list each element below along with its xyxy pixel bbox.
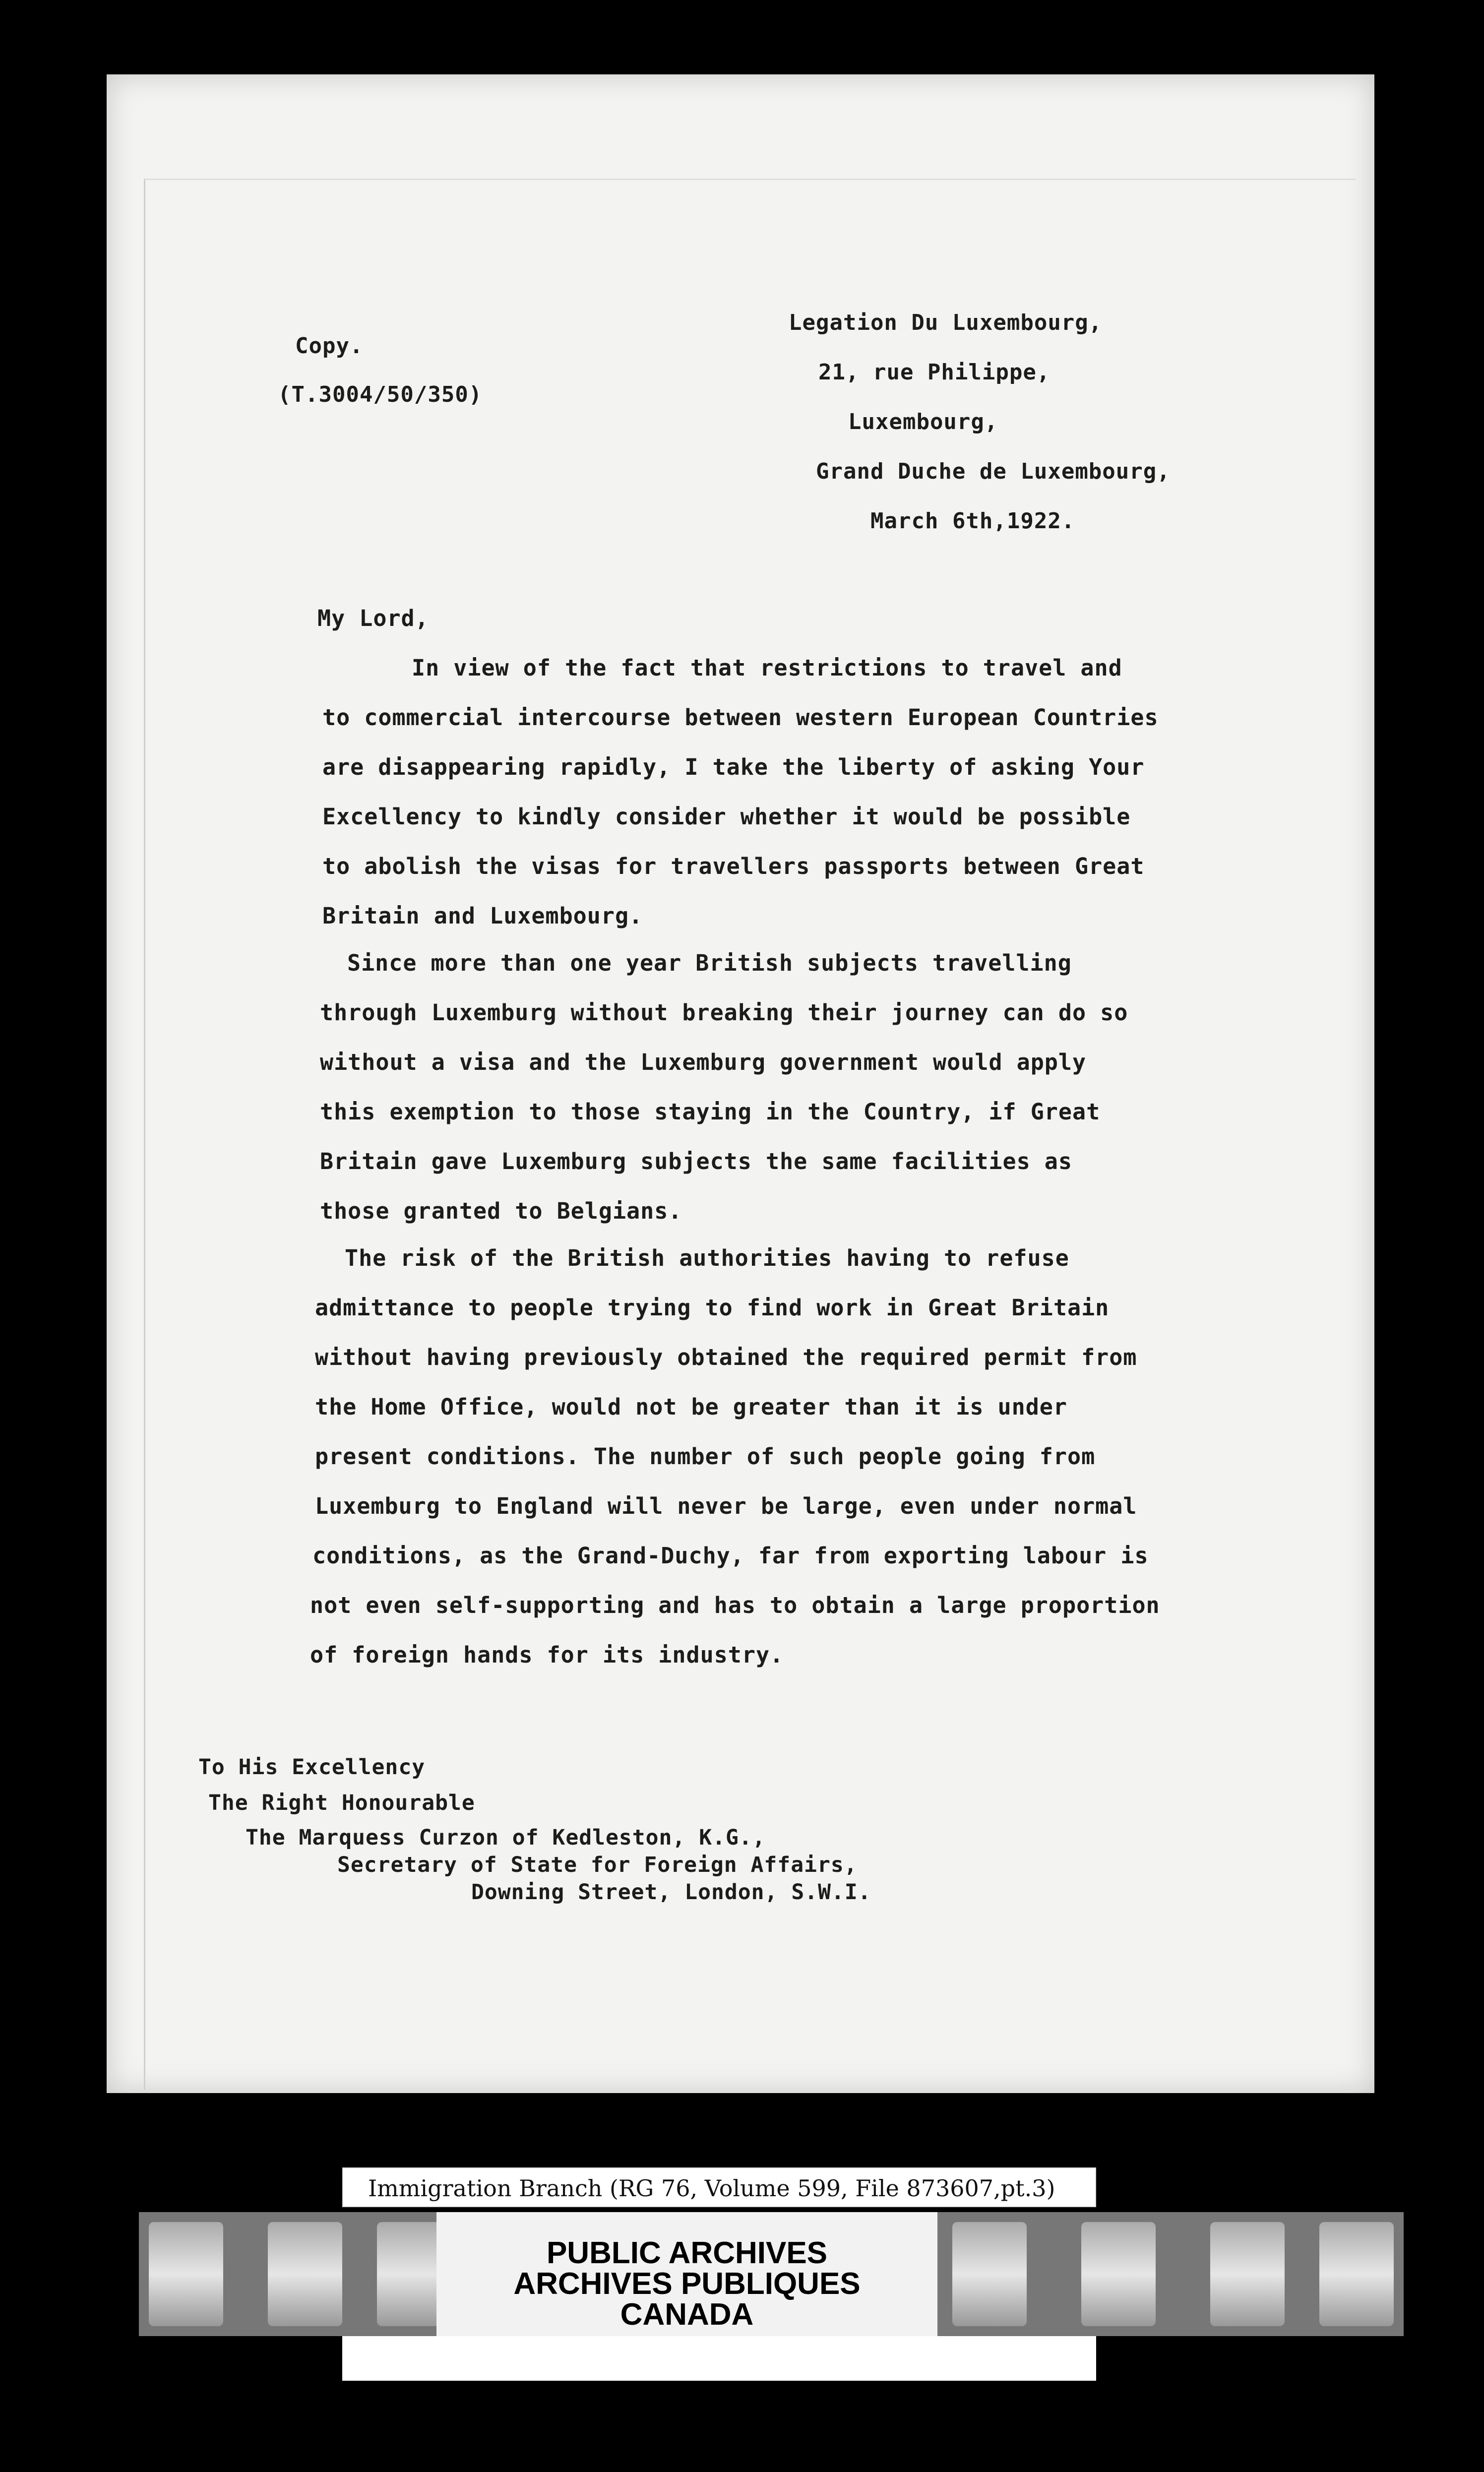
- body-line: the Home Office, would not be greater than it is under: [315, 1394, 1067, 1420]
- sender-address-line: Luxembourg,: [848, 409, 998, 434]
- stamp-line: ARCHIVES PUBLIQUES: [513, 2267, 861, 2301]
- body-line: Since more than one year British subjects travelling: [347, 950, 1072, 976]
- body-line: are disappearing rapidly, I take the liberty of asking Your: [322, 754, 1145, 780]
- letter-date: March 6th,1922.: [870, 508, 1075, 534]
- body-line: to abolish the visas for travellers passports between Great: [322, 853, 1145, 879]
- body-line: conditions, as the Grand-Duchy, far from exporting labour is: [312, 1543, 1149, 1569]
- film-sprocket-hole: [268, 2222, 342, 2326]
- sender-address-line: Legation Du Luxembourg,: [789, 310, 1103, 335]
- film-sprocket-hole: [952, 2222, 1027, 2326]
- body-line: Luxemburg to England will never be large, even under normal: [315, 1493, 1137, 1519]
- body-line: not even self-supporting and has to obtain a large proportion: [310, 1592, 1160, 1618]
- stamp-line: CANADA: [620, 2297, 754, 2332]
- sender-address-line: 21, rue Philippe,: [818, 360, 1051, 385]
- body-line: this exemption to those staying in the Country, if Great: [320, 1099, 1101, 1125]
- stamp-line: PUBLIC ARCHIVES: [546, 2236, 828, 2270]
- body-line: In view of the fact that restrictions to travel and: [412, 655, 1122, 681]
- body-line: of foreign hands for its industry.: [310, 1642, 784, 1668]
- body-line: those granted to Belgians.: [320, 1198, 682, 1224]
- reference-number: (T.3004/50/350): [278, 382, 483, 407]
- body-line: The risk of the British authorities having to refuse: [345, 1245, 1069, 1271]
- body-line: through Luxemburg without breaking their journey can do so: [320, 999, 1128, 1026]
- salutation: My Lord,: [317, 605, 429, 631]
- body-line: without a visa and the Luxemburg government would apply: [320, 1049, 1087, 1075]
- body-line: to commercial intercourse between western European Countries: [322, 704, 1159, 731]
- archive-source-label: Immigration Branch (RG 76, Volume 599, File 873607,pt.3): [342, 2167, 1096, 2207]
- recipient-line: To His Excellency: [198, 1755, 426, 1780]
- recipient-line: Downing Street, London, S.W.I.: [471, 1880, 871, 1905]
- body-line: without having previously obtained the required permit from: [315, 1344, 1137, 1370]
- film-sprocket-hole: [1081, 2222, 1156, 2326]
- body-line: Britain gave Luxemburg subjects the same facilities as: [320, 1148, 1072, 1174]
- body-line: admittance to people trying to find work in Great Britain: [315, 1295, 1110, 1321]
- film-sprocket-hole: [1319, 2222, 1394, 2326]
- archives-stamp: [436, 2212, 937, 2336]
- body-line: present conditions. The number of such people going from: [315, 1443, 1096, 1470]
- recipient-line: Secretary of State for Foreign Affairs,: [337, 1853, 858, 1877]
- recipient-line: The Right Honourable: [208, 1791, 475, 1815]
- film-sprocket-hole: [1210, 2222, 1285, 2326]
- copy-label: Copy.: [295, 333, 364, 359]
- film-sprocket-hole: [149, 2222, 223, 2326]
- label-strip: [342, 2336, 1096, 2381]
- body-line: Excellency to kindly consider whether it would be possible: [322, 803, 1131, 830]
- body-line: Britain and Luxembourg.: [322, 903, 643, 929]
- recipient-line: The Marquess Curzon of Kedleston, K.G.,: [246, 1825, 766, 1850]
- sender-address-line: Grand Duche de Luxembourg,: [816, 459, 1171, 484]
